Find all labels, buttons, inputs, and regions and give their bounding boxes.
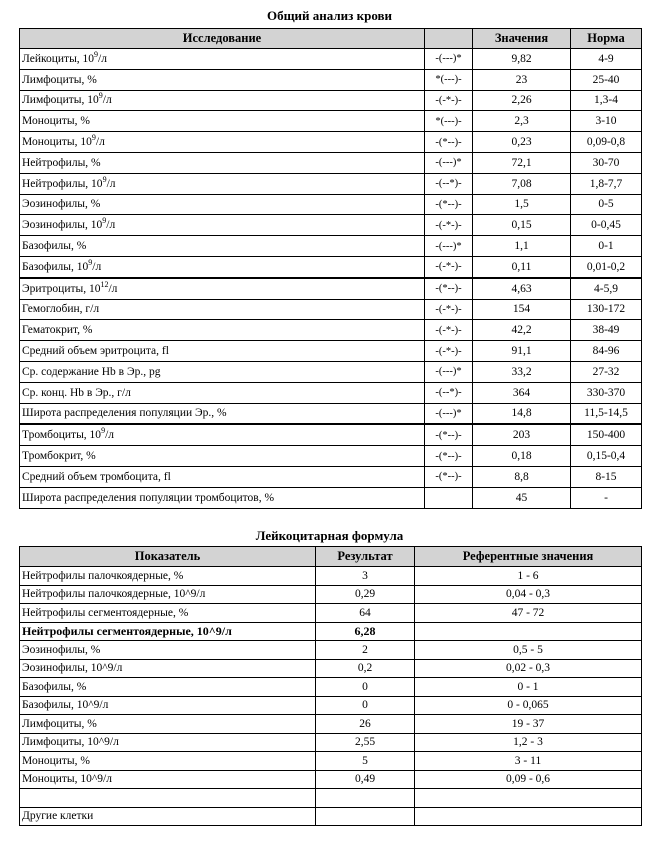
leukocyte-row (20, 696, 642, 715)
indicator-result (316, 807, 415, 826)
blood-test-row (20, 49, 642, 70)
leukocyte-row (20, 567, 642, 586)
range-flag: -(*--)- (425, 278, 473, 299)
indicator-result: 64 (316, 604, 415, 623)
result-value: 91,1 (473, 341, 571, 362)
blood-test-row (20, 236, 642, 257)
header-reference: Референтные значения (415, 547, 642, 567)
indicator-result: 0,2 (316, 659, 415, 678)
range-flag: *(---)- (425, 69, 473, 90)
result-value: 8,8 (473, 466, 571, 487)
header-flag (425, 29, 473, 49)
leukocyte-row (20, 715, 642, 734)
study-name-cell (20, 446, 425, 467)
indicator-name: Лимфоциты, % (20, 715, 316, 734)
norm-range: 130-172 (571, 299, 642, 320)
range-flag: -(-*-)- (425, 320, 473, 341)
indicator-result: 0,29 (316, 585, 415, 604)
range-flag: -(-*-)- (425, 256, 473, 277)
blood-test-row (20, 403, 642, 424)
study-name-cell (20, 361, 425, 382)
study-name-cell (20, 111, 425, 132)
result-value: 0,18 (473, 446, 571, 467)
indicator-result: 5 (316, 752, 415, 771)
leukocyte-row (20, 733, 642, 752)
study-unit: /л (98, 52, 107, 65)
indicator-result: 2 (316, 641, 415, 660)
study-exponent: 9 (88, 258, 93, 268)
norm-range: 38-49 (571, 320, 642, 341)
leukocyte-row (20, 752, 642, 771)
blood-test-row (20, 341, 642, 362)
study-name: Средний объем эритроцита, fl (22, 345, 169, 358)
study-name-cell (20, 49, 425, 70)
indicator-reference (415, 789, 642, 808)
range-flag: -(-*-)- (425, 299, 473, 320)
result-value: 0,15 (473, 215, 571, 236)
indicator-reference (415, 807, 642, 826)
study-unit: /л (106, 219, 116, 232)
indicator-result: 26 (316, 715, 415, 734)
blood-test-row (20, 361, 642, 382)
study-name: Эритроциты, 10 (22, 282, 101, 295)
norm-range: - (571, 487, 642, 508)
study-name-cell (20, 173, 425, 194)
result-value: 72,1 (473, 152, 571, 173)
study-unit: /л (106, 177, 116, 190)
study-name: Лейкоциты, 10 (22, 52, 95, 65)
range-flag: -(*--)- (425, 424, 473, 445)
blood-test-row (20, 487, 642, 508)
blood-test-row (20, 215, 642, 236)
indicator-reference: 0,02 - 0,3 (415, 659, 642, 678)
study-name-cell (20, 424, 425, 445)
study-name-cell (20, 299, 425, 320)
norm-range: 8-15 (571, 466, 642, 487)
study-name-cell (20, 152, 425, 173)
norm-range: 0,01-0,2 (571, 256, 642, 277)
leukocyte-row (20, 678, 642, 697)
result-value: 9,82 (473, 49, 571, 70)
study-name: Широта распределения популяции тромбоцитов, % (22, 491, 275, 504)
result-value: 23 (473, 69, 571, 90)
study-name: Тромбокрит, % (22, 450, 96, 463)
blood-test-row (20, 256, 642, 277)
study-unit: /л (105, 429, 114, 442)
leukocyte-row (20, 770, 642, 789)
study-name-cell (20, 382, 425, 403)
study-name: Нейтрофилы, 10 (22, 177, 103, 190)
indicator-name: Базофилы, % (20, 678, 316, 697)
indicator-reference: 1,2 - 3 (415, 733, 642, 752)
study-name: Эозинофилы, 10 (22, 219, 103, 232)
norm-range: 0,15-0,4 (571, 446, 642, 467)
indicator-reference: 0 - 1 (415, 678, 642, 697)
study-name: Средний объем тромбоцита, fl (22, 470, 171, 483)
leukocyte-row (20, 789, 642, 808)
blood-test-row (20, 90, 642, 111)
study-name-cell (20, 341, 425, 362)
blood-test-row (20, 299, 642, 320)
norm-range: 0-0,45 (571, 215, 642, 236)
blood-test-row (20, 173, 642, 194)
leukocyte-formula-title: Лейкоцитарная формула (255, 528, 404, 543)
indicator-result: 0,49 (316, 770, 415, 789)
study-name: Нейтрофилы, % (22, 156, 101, 169)
leukocyte-formula-table (19, 546, 642, 826)
study-name: Тромбоциты, 10 (22, 429, 102, 442)
study-name: Моноциты, 10 (22, 136, 92, 149)
range-flag: -(---)* (425, 403, 473, 424)
header-study: Исследование (20, 29, 425, 49)
study-exponent: 12 (100, 279, 109, 289)
study-name-cell (20, 256, 425, 277)
study-exponent: 9 (102, 174, 107, 184)
blood-test-row (20, 132, 642, 153)
indicator-reference: 0,5 - 5 (415, 641, 642, 660)
study-name-cell (20, 278, 425, 299)
range-flag: -(---)* (425, 361, 473, 382)
result-value: 2,26 (473, 90, 571, 111)
study-exponent: 9 (91, 133, 96, 143)
indicator-name (20, 789, 316, 808)
norm-range: 25-40 (571, 69, 642, 90)
blood-test-row (20, 152, 642, 173)
blood-test-row (20, 424, 642, 445)
result-value: 2,3 (473, 111, 571, 132)
study-name: Моноциты, % (22, 115, 90, 128)
study-exponent: 9 (94, 50, 99, 60)
study-name: Лимфоциты, 10 (22, 94, 99, 107)
indicator-name: Нейтрофилы сегментоядерные, % (20, 604, 316, 623)
indicator-name: Моноциты, % (20, 752, 316, 771)
indicator-name: Лимфоциты, 10^9/л (20, 733, 316, 752)
blood-test-row (20, 382, 642, 403)
norm-range: 3-10 (571, 111, 642, 132)
range-flag: -(--*)- (425, 382, 473, 403)
result-value: 42,2 (473, 320, 571, 341)
study-name-cell (20, 194, 425, 215)
study-exponent: 9 (101, 426, 106, 436)
study-name-cell (20, 403, 425, 424)
study-name-cell (20, 320, 425, 341)
study-name: Эозинофилы, % (22, 198, 101, 211)
indicator-name: Эозинофилы, 10^9/л (20, 659, 316, 678)
blood-test-row (20, 194, 642, 215)
norm-range: 30-70 (571, 152, 642, 173)
norm-range: 330-370 (571, 382, 642, 403)
indicator-reference (415, 622, 642, 641)
indicator-result: 6,28 (316, 622, 415, 641)
range-flag (425, 487, 473, 508)
range-flag: -(---)* (425, 236, 473, 257)
range-flag: -(*--)- (425, 446, 473, 467)
indicator-result (316, 789, 415, 808)
study-unit: /л (92, 260, 102, 273)
study-name-cell (20, 69, 425, 90)
indicator-name: Нейтрофилы сегментоядерные, 10^9/л (20, 622, 316, 641)
header-result: Результат (316, 547, 415, 567)
norm-range: 150-400 (571, 424, 642, 445)
indicator-result: 3 (316, 567, 415, 586)
norm-range: 11,5-14,5 (571, 403, 642, 424)
blood-test-header-row (20, 29, 642, 49)
indicator-result: 2,55 (316, 733, 415, 752)
study-name: Базофилы, % (22, 240, 87, 253)
study-name-cell (20, 466, 425, 487)
norm-range: 1,8-7,7 (571, 173, 642, 194)
result-value: 364 (473, 382, 571, 403)
blood-test-row (20, 320, 642, 341)
result-value: 45 (473, 487, 571, 508)
result-value: 33,2 (473, 361, 571, 382)
leukocyte-row (20, 641, 642, 660)
blood-test-title: Общий анализ крови (266, 8, 393, 23)
result-value: 203 (473, 424, 571, 445)
header-norm: Норма (571, 29, 642, 49)
range-flag: -(*--)- (425, 466, 473, 487)
study-name-cell (20, 90, 425, 111)
indicator-name: Эозинофилы, % (20, 641, 316, 660)
range-flag: -(*--)- (425, 132, 473, 153)
range-flag: -(---)* (425, 152, 473, 173)
leukocyte-row (20, 659, 642, 678)
norm-range: 4-9 (571, 49, 642, 70)
norm-range: 27-32 (571, 361, 642, 382)
indicator-reference: 0,09 - 0,6 (415, 770, 642, 789)
study-unit: /л (102, 94, 112, 107)
study-name-cell (20, 236, 425, 257)
study-name-cell (20, 215, 425, 236)
study-name: Лимфоциты, % (22, 73, 97, 86)
range-flag: -(*--)- (425, 194, 473, 215)
study-unit: /л (95, 136, 105, 149)
study-name: Широта распределения популяции Эр., % (22, 407, 227, 420)
study-exponent: 9 (102, 216, 107, 226)
range-flag: -(-*-)- (425, 90, 473, 111)
indicator-reference: 19 - 37 (415, 715, 642, 734)
leukocyte-row (20, 622, 642, 641)
norm-range: 1,3-4 (571, 90, 642, 111)
leukocyte-row (20, 585, 642, 604)
norm-range: 84-96 (571, 341, 642, 362)
norm-range: 4-5,9 (571, 278, 642, 299)
study-name: Гематокрит, % (22, 324, 93, 337)
study-name-cell (20, 132, 425, 153)
blood-test-table (19, 28, 642, 509)
indicator-reference: 0,04 - 0,3 (415, 585, 642, 604)
indicator-name: Моноциты, 10^9/л (20, 770, 316, 789)
blood-test-row (20, 69, 642, 90)
indicator-name: Нейтрофилы палочкоядерные, 10^9/л (20, 585, 316, 604)
indicator-reference: 47 - 72 (415, 604, 642, 623)
indicator-name: Базофилы, 10^9/л (20, 696, 316, 715)
norm-range: 0,09-0,8 (571, 132, 642, 153)
result-value: 1,1 (473, 236, 571, 257)
result-value: 1,5 (473, 194, 571, 215)
header-values: Значения (473, 29, 571, 49)
study-name-cell (20, 487, 425, 508)
norm-range: 0-5 (571, 194, 642, 215)
result-value: 4,63 (473, 278, 571, 299)
study-unit: /л (108, 282, 118, 295)
range-flag: -(--*)- (425, 173, 473, 194)
result-value: 0,11 (473, 256, 571, 277)
blood-test-row (20, 111, 642, 132)
result-value: 0,23 (473, 132, 571, 153)
leukocyte-row (20, 807, 642, 826)
indicator-reference: 3 - 11 (415, 752, 642, 771)
range-flag: -(-*-)- (425, 215, 473, 236)
indicator-name: Другие клетки (20, 807, 316, 826)
header-indicator: Показатель (20, 547, 316, 567)
result-value: 14,8 (473, 403, 571, 424)
result-value: 7,08 (473, 173, 571, 194)
leukocyte-row (20, 604, 642, 623)
indicator-name: Нейтрофилы палочкоядерные, % (20, 567, 316, 586)
norm-range: 0-1 (571, 236, 642, 257)
blood-test-row (20, 278, 642, 299)
study-name: Ср. содержание Hb в Эр., pg (22, 365, 161, 378)
study-name: Базофилы, 10 (22, 260, 89, 273)
indicator-reference: 1 - 6 (415, 567, 642, 586)
blood-test-row (20, 466, 642, 487)
indicator-reference: 0 - 0,065 (415, 696, 642, 715)
blood-test-row (20, 446, 642, 467)
study-name: Гемоглобин, г/л (22, 303, 100, 316)
indicator-result: 0 (316, 678, 415, 697)
study-exponent: 9 (98, 91, 103, 101)
result-value: 154 (473, 299, 571, 320)
range-flag: -(-*-)- (425, 341, 473, 362)
range-flag: -(---)* (425, 49, 473, 70)
study-name: Ср. конц. Hb в Эр., г/л (22, 386, 131, 399)
range-flag: *(---)- (425, 111, 473, 132)
leukocyte-header-row (20, 547, 642, 567)
indicator-result: 0 (316, 696, 415, 715)
